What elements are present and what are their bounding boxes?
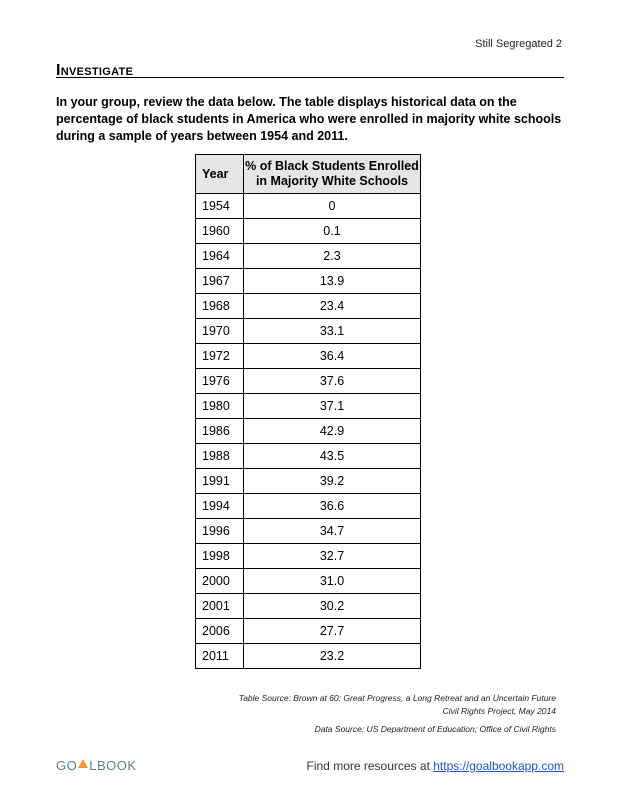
table-row [196, 419, 421, 444]
table-row [196, 269, 421, 294]
percent-cell: 13.9 [244, 269, 421, 294]
percent-cell: 37.6 [244, 369, 421, 394]
year-cell: 2011 [196, 644, 244, 669]
enrollment-table [195, 154, 421, 669]
table-row [196, 644, 421, 669]
section-divider [56, 77, 564, 78]
year-cell: 1976 [196, 369, 244, 394]
intro-paragraph: In your group, review the data below. The table displays historical data on the percentage of black students in America who were enrolled in majority white schools during a sample of years between 1954 and 2011. [56, 95, 562, 143]
table-row [196, 294, 421, 319]
table-source-line1: Table Source: Brown at 60: Great Progress, a Long Retreat and an Uncertain Future [238, 693, 556, 703]
table-source-line2: Civil Rights Project, May 2014 [442, 706, 556, 716]
page-header-label: Still Segregated 2 [475, 38, 562, 50]
year-cell: 1988 [196, 444, 244, 469]
year-cell: 1994 [196, 494, 244, 519]
logo-triangle-icon [78, 759, 88, 768]
footer-resources [307, 759, 564, 773]
table-row [196, 544, 421, 569]
table-row [196, 519, 421, 544]
table-source [239, 692, 556, 718]
year-cell: 1996 [196, 519, 244, 544]
goalbook-link[interactable]: https://goalbookapp.com [433, 759, 564, 773]
table-row [196, 194, 421, 219]
logo-text-left: GO [56, 758, 78, 773]
table-row [196, 594, 421, 619]
goalbook-logo [56, 758, 137, 773]
percent-cell: 33.1 [244, 319, 421, 344]
year-cell: 2001 [196, 594, 244, 619]
table-row [196, 569, 421, 594]
percent-cell: 43.5 [244, 444, 421, 469]
table-row [196, 619, 421, 644]
footer-text: Find more resources at [306, 759, 434, 773]
year-cell: 2000 [196, 569, 244, 594]
data-source: Data Source: US Department of Education; Office of Civil Rights [314, 724, 556, 734]
table-row [196, 369, 421, 394]
table-row [196, 344, 421, 369]
year-cell: 1980 [196, 394, 244, 419]
percent-cell: 27.7 [244, 619, 421, 644]
table-row [196, 444, 421, 469]
percent-cell: 23.4 [244, 294, 421, 319]
percent-cell: 2.3 [244, 244, 421, 269]
table-row [196, 494, 421, 519]
percent-column-header [244, 155, 421, 194]
year-cell: 2006 [196, 619, 244, 644]
year-cell: 1964 [196, 244, 244, 269]
table-row [196, 219, 421, 244]
year-column-header: Year [196, 155, 244, 194]
percent-header-line2: in Majority White Schools [255, 174, 409, 188]
section-title: Investigate [56, 62, 134, 79]
year-cell: 1967 [196, 269, 244, 294]
percent-cell: 36.4 [244, 344, 421, 369]
year-cell: 1954 [196, 194, 244, 219]
year-cell: 1960 [196, 219, 244, 244]
percent-cell: 0 [244, 194, 421, 219]
table-row [196, 319, 421, 344]
table-body [196, 194, 421, 669]
year-cell: 1968 [196, 294, 244, 319]
percent-cell: 31.0 [244, 569, 421, 594]
year-cell: 1970 [196, 319, 244, 344]
table-row [196, 469, 421, 494]
table-row [196, 394, 421, 419]
year-cell: 1991 [196, 469, 244, 494]
year-cell: 1998 [196, 544, 244, 569]
percent-cell: 36.6 [244, 494, 421, 519]
table-row [196, 244, 421, 269]
table-header-row [196, 155, 421, 194]
percent-cell: 0.1 [244, 219, 421, 244]
year-cell: 1986 [196, 419, 244, 444]
year-cell: 1972 [196, 344, 244, 369]
percent-cell: 32.7 [244, 544, 421, 569]
percent-cell: 30.2 [244, 594, 421, 619]
percent-cell: 23.2 [244, 644, 421, 669]
percent-cell: 34.7 [244, 519, 421, 544]
percent-cell: 42.9 [244, 419, 421, 444]
logo-text-right: LBOOK [89, 758, 137, 773]
percent-header-line1: % of Black Students Enrolled [245, 159, 419, 173]
percent-cell: 39.2 [244, 469, 421, 494]
percent-cell: 37.1 [244, 394, 421, 419]
